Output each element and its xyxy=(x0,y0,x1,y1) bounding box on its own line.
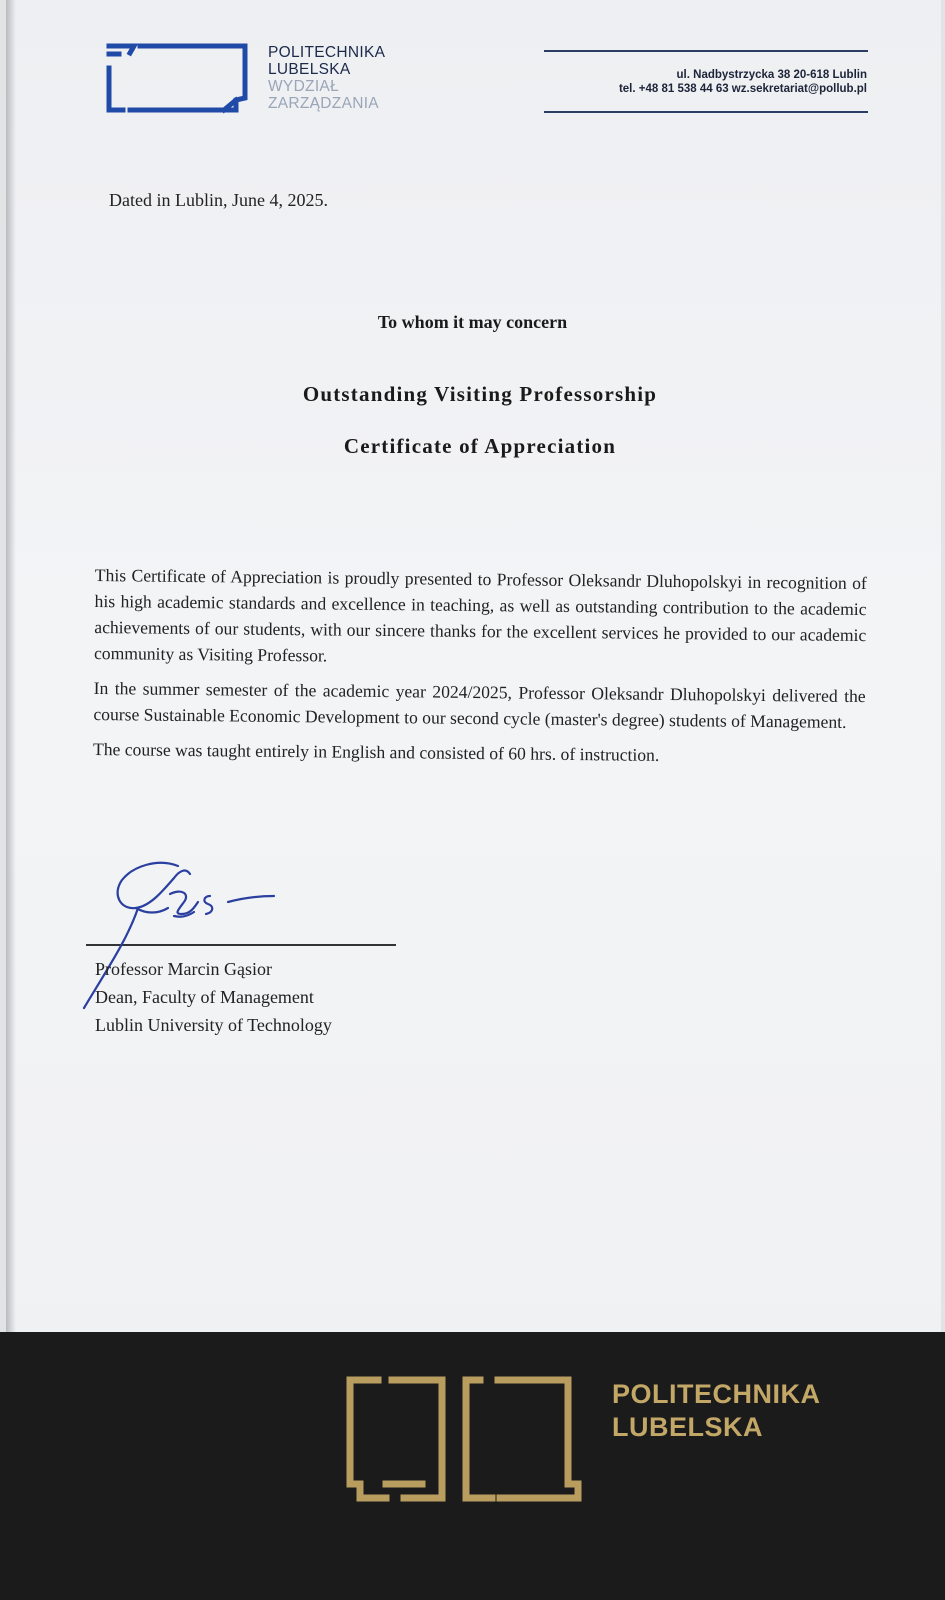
header-faculty-line2: ZARZĄDZANIA xyxy=(268,95,379,112)
politechnika-pl-logo-icon xyxy=(346,1376,582,1504)
body-paragraph: In the summer semester of the academic year 2024/2025, Professor Oleksandr Dluhopolskyi delivered the course Sustainable Economic Development to our second cycle (master's degree) students of Management. xyxy=(93,677,866,732)
header-contact xyxy=(619,68,867,96)
header-name-line2: LUBELSKA xyxy=(268,61,351,78)
footer-institution-name xyxy=(612,1378,821,1444)
certificate-subtitle: Certificate of Appreciation xyxy=(343,434,617,458)
signer-institution: Lublin University of Technology xyxy=(95,1015,332,1035)
signer-name: Professor Marcin Gąsior xyxy=(95,959,272,979)
signer-block xyxy=(95,955,332,1039)
header-rule-bottom xyxy=(544,111,868,113)
header-name-line1: POLITECHNIKA xyxy=(268,44,386,61)
body-paragraph: The course was taught entirely in English and consisted of 60 hrs. of instruction. xyxy=(92,738,660,765)
header-faculty-line1: WYDZIAŁ xyxy=(268,78,339,95)
body-paragraph: This Certificate of Appreciation is proudly presented to Professor Oleksandr Dluhopolskyi in recognition of his high academic standards and excellence in teaching, as well as outstanding contribution to the academic achievements of our students, with our sincere thanks for the excellent services he provided to our academic community as Visiting Professor. xyxy=(93,564,867,666)
header-phone-email: tel. +48 81 538 44 63 wz.sekretariat@pollub.pl xyxy=(618,83,867,95)
footer-name-line2: LUBELSKA xyxy=(612,1412,763,1442)
letter-salutation: To whom it may concern xyxy=(377,312,568,332)
letter-date: Dated in Lublin, June 4, 2025. xyxy=(109,190,328,210)
signer-title: Dean, Faculty of Management xyxy=(95,987,314,1007)
certificate-title: Outstanding Visiting Professorship xyxy=(302,382,658,406)
footer-name-line1: POLITECHNIKA xyxy=(612,1379,821,1409)
header-address: ul. Nadbystrzycka 38 20-618 Lublin xyxy=(676,69,867,81)
header-rule-top xyxy=(544,50,868,52)
letter-body xyxy=(93,562,867,779)
header-institution-name xyxy=(268,44,385,112)
politechnika-logo-icon xyxy=(106,42,248,116)
